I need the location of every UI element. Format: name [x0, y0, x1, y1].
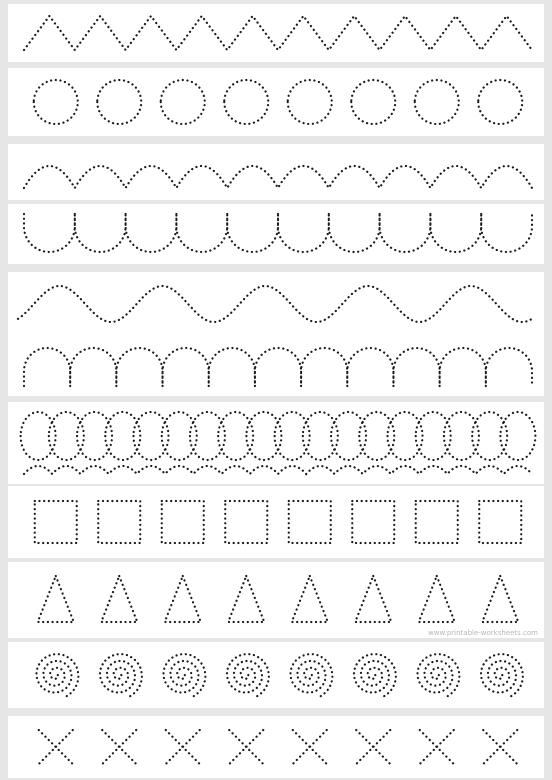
loop-trace — [21, 412, 56, 460]
triangles-row — [8, 562, 544, 638]
loop-base-trace — [24, 466, 532, 474]
triangle-trace — [228, 576, 264, 622]
crosses-row — [8, 716, 544, 778]
wave-trace — [18, 286, 532, 322]
triangle-trace — [38, 576, 74, 622]
circle-trace — [415, 80, 459, 124]
arch-trace — [24, 348, 532, 386]
loop-trace — [472, 412, 507, 460]
cross-trace — [102, 730, 136, 764]
sine-wave-row-drawing — [8, 272, 544, 336]
square-trace — [416, 501, 458, 543]
square-trace — [289, 501, 331, 543]
square-trace — [162, 501, 204, 543]
zigzag-row — [8, 4, 544, 62]
u-cups-row-drawing — [8, 204, 544, 264]
spiral-trace — [481, 654, 523, 698]
watermark: www.printable-worksheets.com — [428, 629, 538, 637]
loop-trace — [218, 412, 253, 460]
loop-trace — [246, 412, 281, 460]
cross-trace — [39, 730, 73, 764]
circle-trace — [161, 80, 205, 124]
crosses-row-drawing — [8, 716, 544, 778]
spiral-trace — [227, 654, 269, 698]
cross-trace — [293, 730, 327, 764]
spiral-trace — [37, 654, 79, 698]
cross-trace — [356, 730, 390, 764]
scallop-down-row-drawing — [8, 144, 544, 200]
loop-trace — [388, 412, 423, 460]
cross-trace — [166, 730, 200, 764]
loop-trace — [331, 412, 366, 460]
spiral-trace — [100, 654, 142, 698]
loop-trace — [162, 412, 197, 460]
loop-trace — [190, 412, 225, 460]
square-trace — [479, 501, 521, 543]
spirals-row — [8, 642, 544, 708]
circle-trace — [478, 80, 522, 124]
sine-wave-row — [8, 272, 544, 336]
triangle-trace — [355, 576, 391, 622]
triangle-trace — [165, 576, 201, 622]
circle-trace — [34, 80, 78, 124]
square-trace — [98, 501, 140, 543]
loops-row — [8, 402, 544, 484]
triangle-trace — [419, 576, 455, 622]
triangle-trace — [292, 576, 328, 622]
cross-trace — [483, 730, 517, 764]
triangles-row-drawing — [8, 562, 544, 638]
circle-trace — [97, 80, 141, 124]
scallop-down-row — [8, 144, 544, 200]
square-trace — [35, 501, 77, 543]
circles-row — [8, 68, 544, 136]
circle-trace — [288, 80, 332, 124]
spirals-row-drawing — [8, 642, 544, 708]
cross-trace — [420, 730, 454, 764]
spiral-trace — [354, 654, 396, 698]
scallop-trace — [24, 166, 532, 188]
zigzag-trace — [24, 16, 532, 50]
circle-trace — [351, 80, 395, 124]
spiral-trace — [164, 654, 206, 698]
loop-trace — [77, 412, 112, 460]
arches-row — [8, 334, 544, 396]
triangle-trace — [482, 576, 518, 622]
loop-trace — [105, 412, 140, 460]
spiral-trace — [291, 654, 333, 698]
loop-trace — [359, 412, 394, 460]
spiral-trace — [418, 654, 460, 698]
square-trace — [225, 501, 267, 543]
loop-trace — [134, 412, 169, 460]
loop-trace — [303, 412, 338, 460]
loop-trace — [500, 412, 535, 460]
zigzag-row-drawing — [8, 4, 544, 62]
triangle-trace — [101, 576, 137, 622]
loop-trace — [444, 412, 479, 460]
squares-row — [8, 486, 544, 558]
u-cups-row — [8, 204, 544, 264]
loop-trace — [275, 412, 310, 460]
squares-row-drawing — [8, 486, 544, 558]
arches-row-drawing — [8, 334, 544, 396]
cross-trace — [229, 730, 263, 764]
loop-trace — [49, 412, 84, 460]
circle-trace — [224, 80, 268, 124]
loops-row-drawing — [8, 402, 544, 484]
loop-trace — [416, 412, 451, 460]
circles-row-drawing — [8, 68, 544, 136]
u-cup-trace — [24, 214, 532, 252]
square-trace — [352, 501, 394, 543]
